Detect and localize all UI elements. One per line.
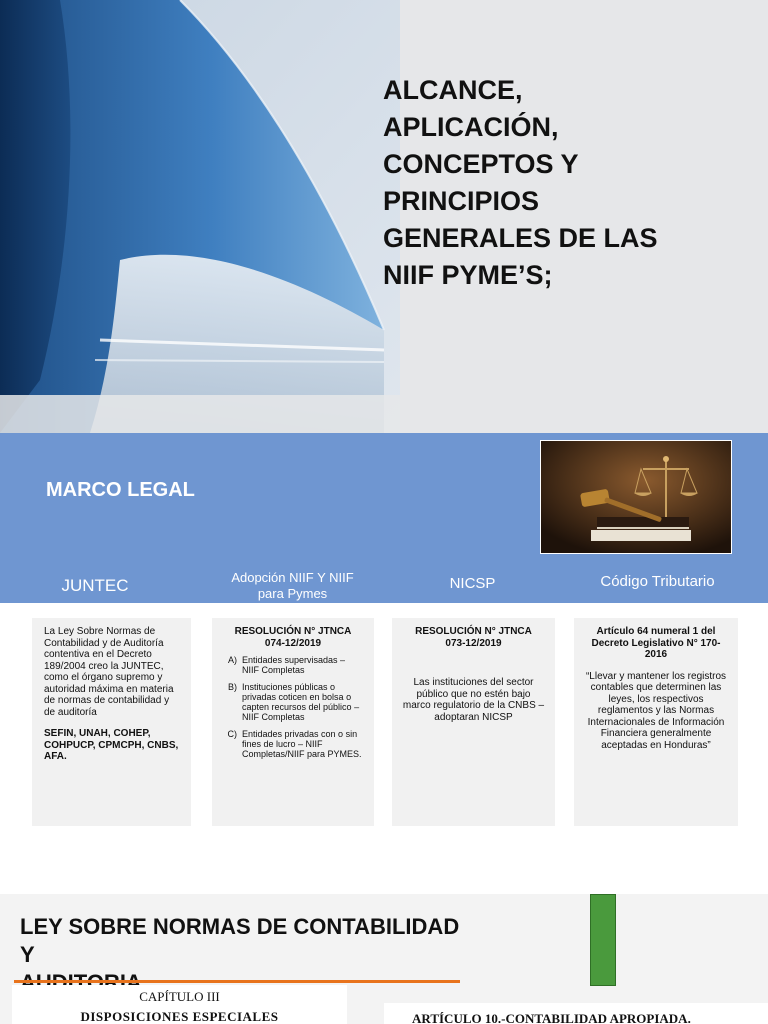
resolution-line: RESOLUCIÓN N° JTNCA (234, 626, 352, 637)
column-header-label: para Pymes (257, 586, 328, 601)
title-line: GENERALES DE LAS (383, 223, 658, 253)
title-slide (0, 0, 768, 433)
list-item: C. Entidades privadas con o sin fines de lucro – NIIF Completas/NIIF para PYMES. (242, 729, 364, 759)
resolution-line: 073-12/2019 (445, 637, 502, 649)
resolution-line: RESOLUCIÓN N° JTNCA (415, 626, 532, 637)
card-text: Las instituciones del sector público que no estén bajo marco regulatorio de la CNBS – adoptaran NICSP (402, 677, 545, 723)
card-quote: “Llevar y mantener los registros contables que determinen las leyes, los respectivos reglamentos y las Normas Internacionales de Información Financiera generalmente aceptadas en Honduras” (585, 670, 727, 751)
law-slide (0, 863, 768, 1024)
gavel-scales-photo (540, 440, 732, 554)
column-header-label: Adopción NIIF Y NIIF (231, 570, 354, 585)
slide-heading: MARCO LEGAL (46, 479, 195, 501)
orange-divider (14, 980, 460, 983)
column-header-nicsp (395, 575, 550, 592)
card-list (222, 655, 364, 759)
title-line: APLICACIÓN, (383, 112, 559, 142)
card-resolution (415, 626, 532, 649)
list-item: B. Instituciones públicas o privadas coticen en bolsa o capten recursos del público – NIIF Completas (242, 682, 364, 722)
green-accent-bar (590, 894, 616, 986)
card-juntec (32, 618, 191, 826)
card-resolution (235, 626, 352, 649)
legal-framework-slide (0, 433, 768, 863)
chapter-label: CAPÍTULO III (139, 989, 220, 1004)
card-nicsp (392, 618, 555, 826)
card-institutions: SEFIN, UNAH, COHEP, COHPUCP, CPMCPH, CNBS, AFA. (44, 728, 179, 762)
architecture-photo (0, 0, 400, 433)
column-header-adopcion (205, 570, 380, 602)
card-text: La Ley Sobre Normas de Contabilidad y de Auditoría contentiva en el Decreto 189/2004 creo la JUNTEC, como el órgano supremo y autoridad máxima en materia de normas de contabilidad y de auditoría (44, 626, 174, 718)
title-line: LEY SOBRE NORMAS DE CONTABILIDAD Y (20, 914, 460, 967)
header-band (0, 433, 768, 603)
list-item: A. Entidades supervisadas – NIIF Completas (242, 655, 364, 675)
slide-title (383, 72, 753, 294)
title-line: ALCANCE, (383, 75, 523, 105)
column-header-tributario (575, 573, 740, 590)
resolution-line: 074-12/2019 (264, 637, 322, 649)
title-line: PRINCIPIOS (383, 186, 540, 216)
law-excerpt-image (12, 985, 347, 1024)
article-excerpt-image (384, 1003, 768, 1024)
title-line: NIIF PYME’S; (383, 260, 553, 290)
article-label: ARTÍCULO 10.-CONTABILIDAD APROPIADA. (412, 1011, 691, 1024)
card-article: Artículo 64 numeral 1 del Decreto Legislativo N° 170-2016 (591, 626, 721, 660)
card-adopcion (212, 618, 374, 826)
column-header-juntec (20, 576, 170, 596)
column-header-label: JUNTEC (61, 576, 129, 595)
title-line: CONCEPTOS Y (383, 149, 579, 179)
section-label: DISPOSICIONES ESPECIALES (80, 1009, 279, 1024)
column-header-label: NICSP (449, 575, 496, 592)
column-header-label: Código Tributario (600, 573, 715, 590)
card-tributario (574, 618, 738, 826)
